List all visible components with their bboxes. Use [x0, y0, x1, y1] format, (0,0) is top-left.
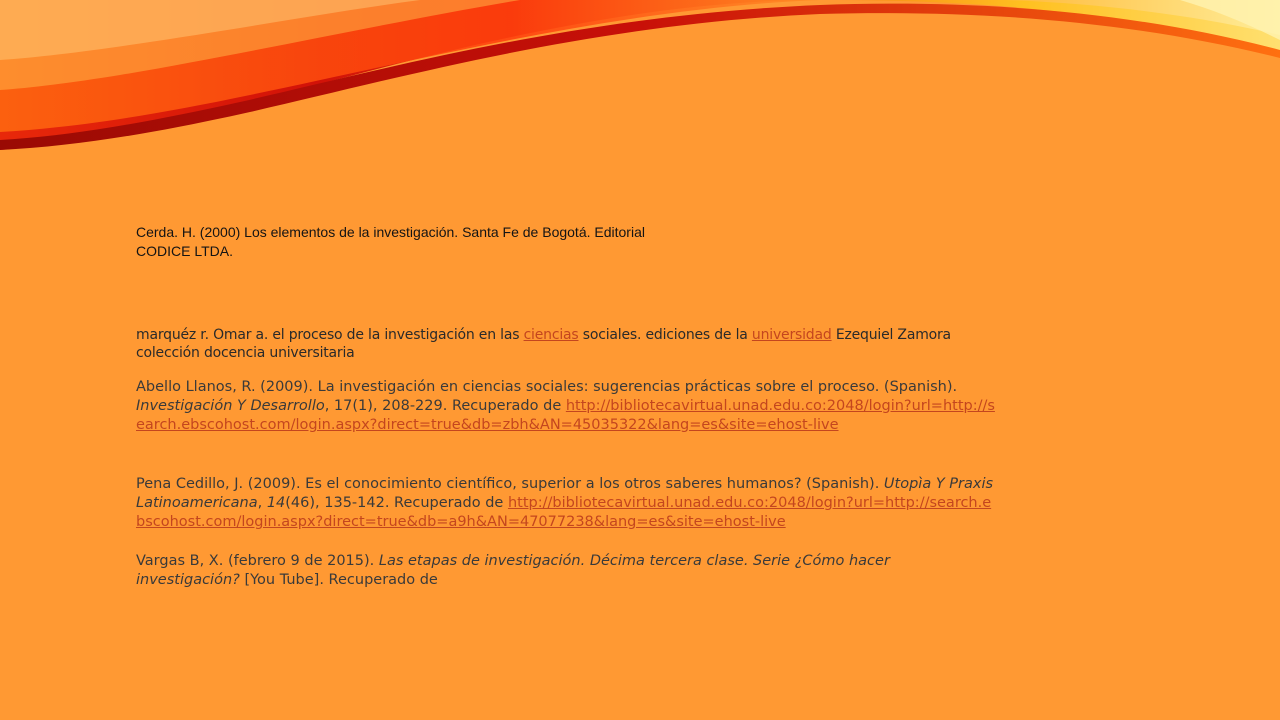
marquez-text-after: Ezequiel Zamora colección docencia universitaria	[136, 327, 951, 361]
pena-url-link[interactable]: http://bibliotecavirtual.unad.edu.co:2048/login?url=http://search.ebscohost.com/login.aspx?direct=true&db=a9h&AN=47077238&lang=es&site=ehost-live	[136, 495, 992, 530]
cerda-line2: CODICE LTDA.	[136, 243, 233, 259]
marquez-text-middle: sociales. ediciones de la	[578, 327, 752, 343]
link-ciencias[interactable]: ciencias	[523, 327, 579, 343]
link-universidad[interactable]: universidad	[751, 327, 832, 343]
pena-journal: Utopìa Y Praxis Latinoamericana	[136, 476, 994, 511]
reference-abello	[136, 378, 996, 435]
abello-url-link[interactable]: http://bibliotecavirtual.unad.edu.co:2048/login?url=http://search.ebscohost.com/login.aspx?direct=true&db=zbh&AN=45035322&lang=es&site=ehost-live	[136, 398, 995, 433]
cerda-line1: Cerda. H. (2000) Los elementos de la investigación. Santa Fe de Bogotá. Editorial	[136, 224, 645, 240]
marquez-text-before: marquéz r. Omar a. el proceso de la investigación en las	[136, 327, 524, 343]
pena-volume: 14	[266, 495, 286, 511]
reference-marquez	[136, 326, 1016, 362]
vargas-text: Vargas B, X. (febrero 9 de 2015).	[136, 553, 379, 569]
abello-journal: Investigación Y Desarrollo	[136, 398, 325, 414]
reference-cerda	[136, 223, 756, 261]
vargas-tail: [You Tube]. Recuperado de	[239, 572, 438, 588]
reference-vargas	[136, 552, 996, 590]
abello-text: Abello Llanos, R. (2009). La investigación en ciencias sociales: sugerencias prácticas sobre el proceso. (Spanish).	[136, 379, 958, 395]
pena-details: (46), 135-142. Recuperado de	[285, 495, 508, 511]
vargas-title: Las etapas de investigación. Décima tercera clase. Serie ¿Cómo hacer investigación?	[136, 553, 890, 588]
reference-pena	[136, 475, 996, 532]
pena-text: Pena Cedillo, J. (2009). Es el conocimiento científico, superior a los otros saberes humanos? (Spanish).	[136, 476, 884, 492]
pena-sep: ,	[257, 495, 267, 511]
decorative-wave-banner	[0, 0, 1280, 160]
abello-details: , 17(1), 208-229. Recuperado de	[324, 398, 566, 414]
